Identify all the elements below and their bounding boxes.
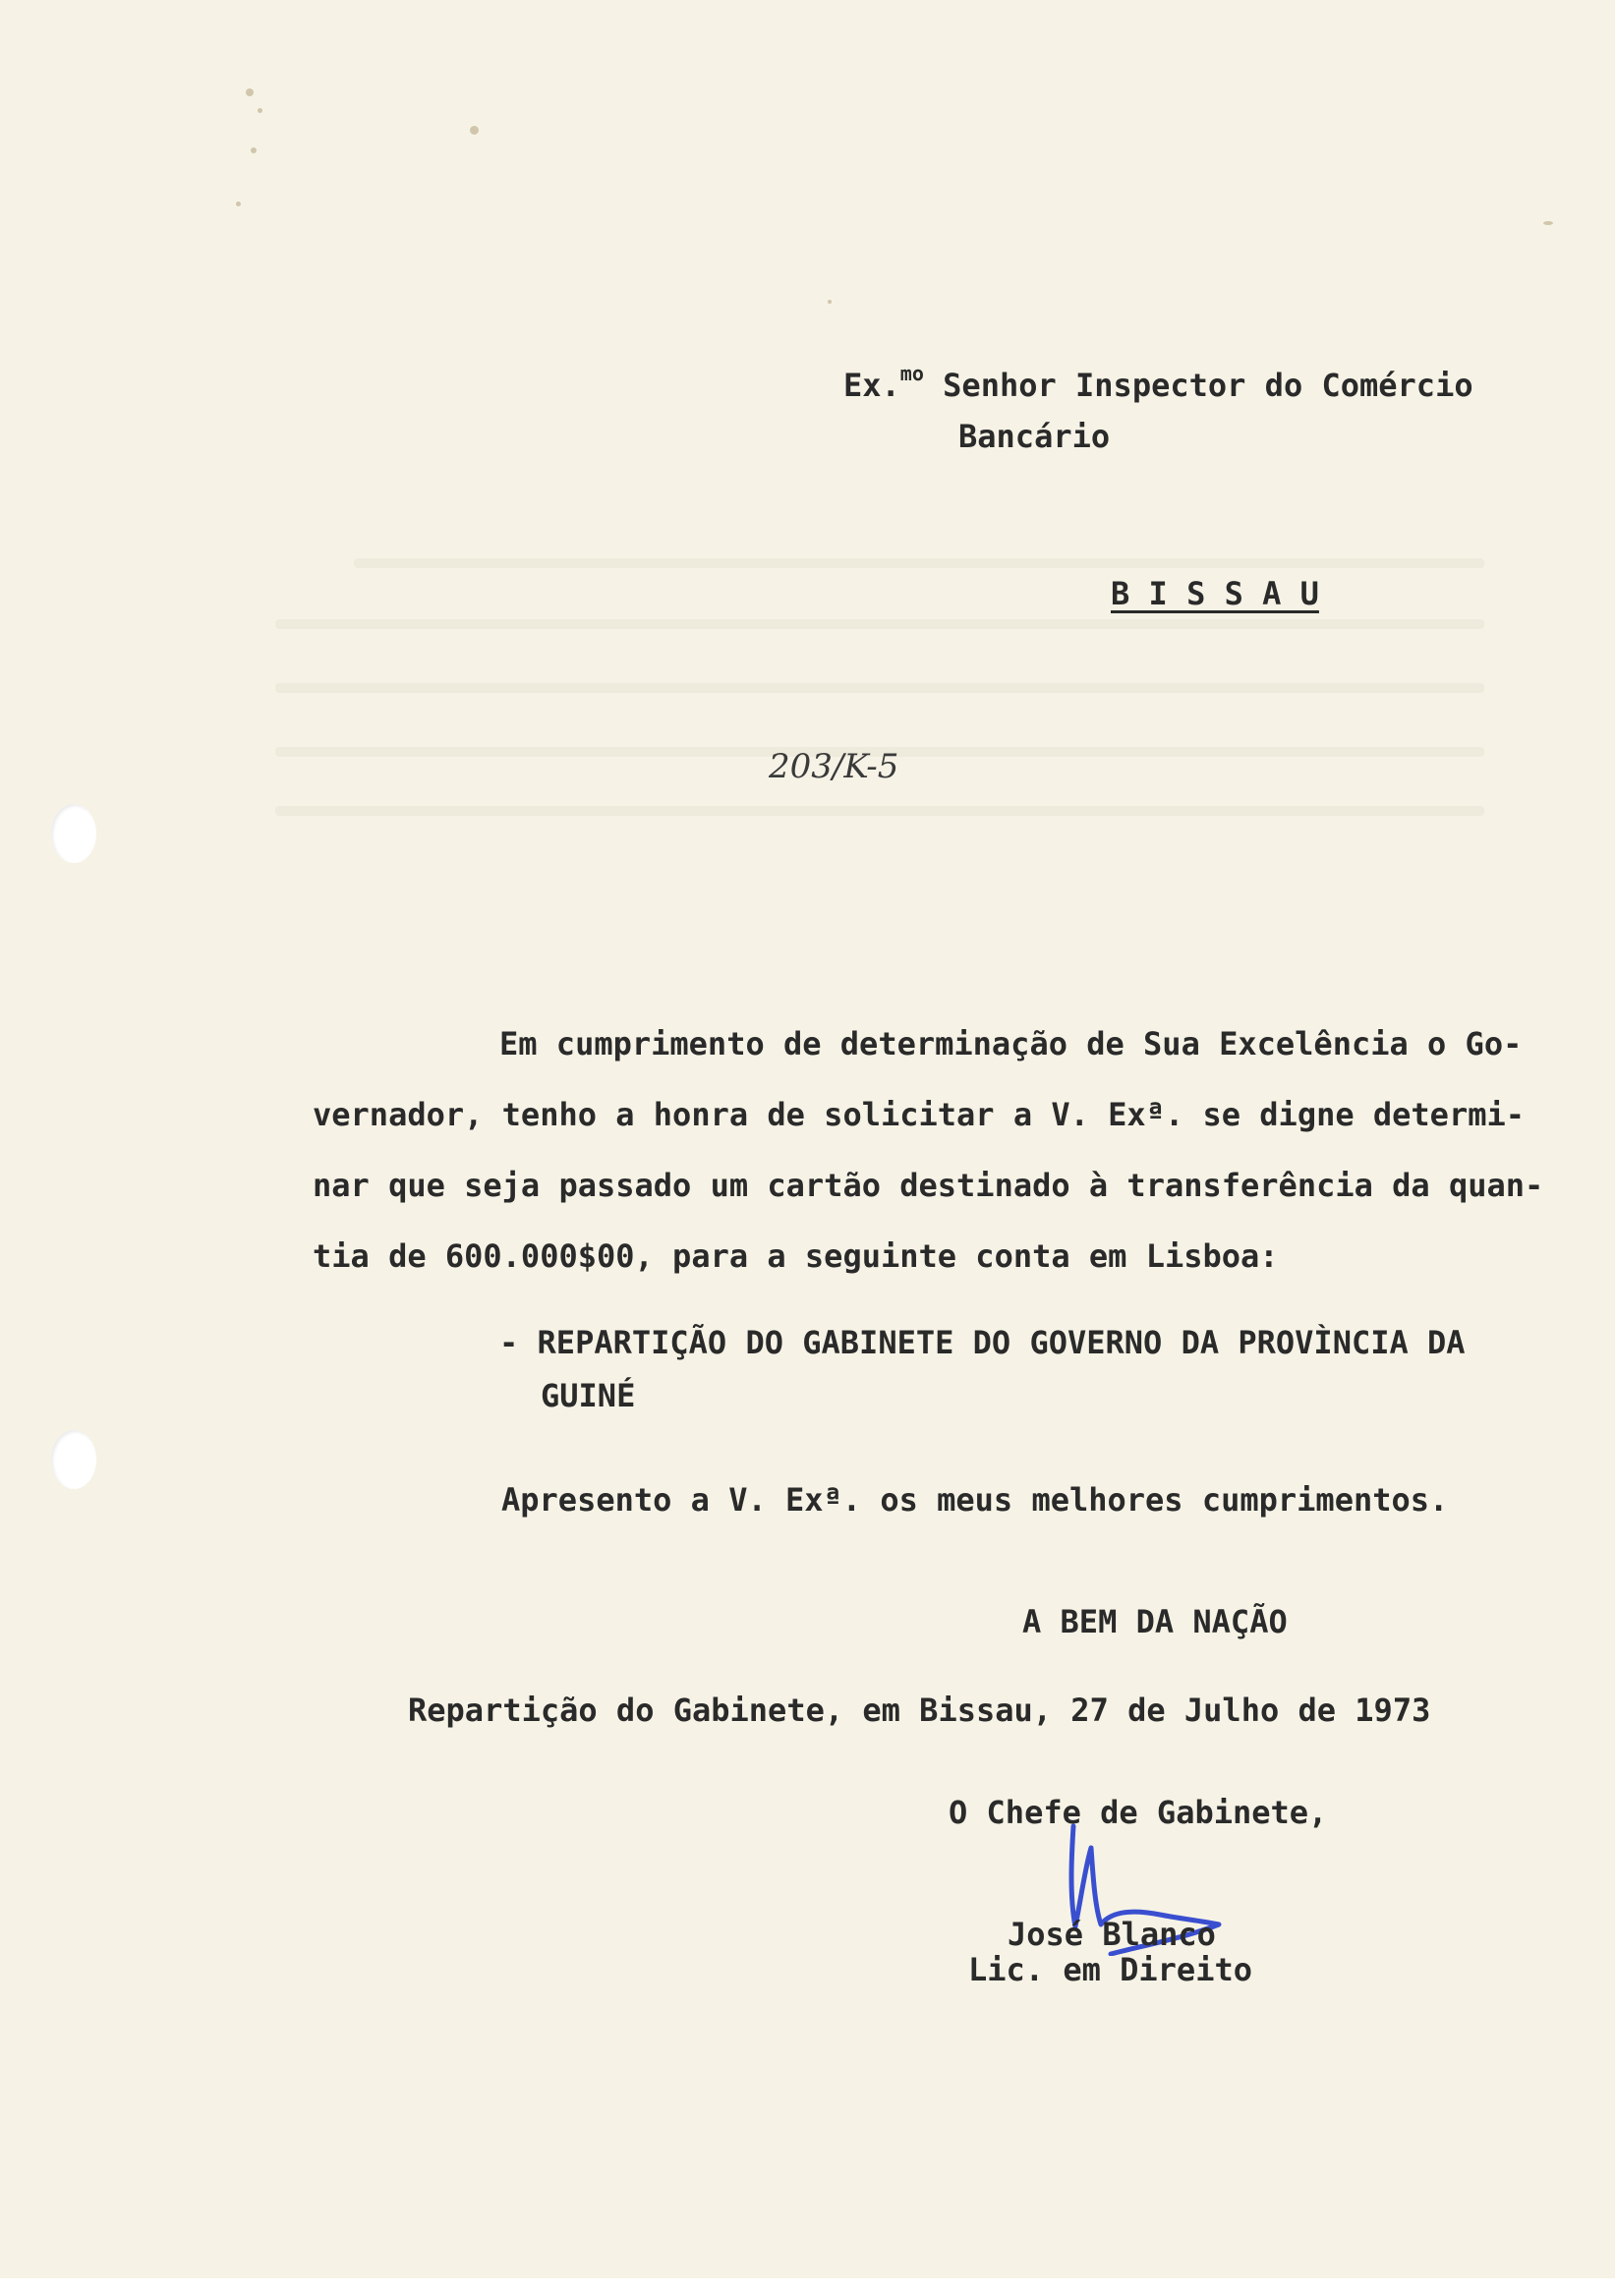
salutation-superscript: mo: [899, 362, 924, 385]
paper-speck: [258, 108, 262, 113]
bleed-through-line: [275, 683, 1484, 693]
recipient-city: B I S S A U: [1111, 575, 1319, 612]
paper-speck: [236, 201, 241, 206]
account-item-line: - REPARTIÇÃO DO GABINETE DO GOVERNO DA PROVÌNCIA DA: [499, 1324, 1466, 1361]
bleed-through-line: [275, 619, 1484, 629]
closing-sentence: Apresento a V. Exª. os meus melhores cumprimentos.: [501, 1481, 1449, 1519]
paper-speck: [251, 147, 257, 153]
motto: A BEM DA NAÇÃO: [1022, 1603, 1288, 1640]
account-item-line: GUINÉ: [541, 1377, 636, 1414]
body-paragraph-line: tia de 600.000$00, para a seguinte conta em Lisboa:: [313, 1237, 1279, 1275]
punch-hole-bottom: [51, 1430, 96, 1489]
paper-speck: [246, 88, 254, 96]
scan-bottom-edge: [0, 2278, 1615, 2296]
paper-speck: [828, 300, 832, 304]
body-paragraph-line: Em cumprimento de determinação de Sua Excelência o Go-: [499, 1025, 1523, 1062]
signatory-name: José Blanco: [1008, 1916, 1216, 1953]
salutation-abbrev: Ex.: [843, 367, 900, 404]
paper-speck: [470, 126, 479, 135]
punch-hole-top: [51, 804, 96, 863]
signatory-title: O Chefe de Gabinete,: [949, 1794, 1328, 1831]
body-paragraph-line: nar que seja passado um cartão destinado à transferência da quan-: [313, 1167, 1544, 1204]
recipient-line-2: Bancário: [958, 418, 1111, 455]
signatory-degree: Lic. em Direito: [968, 1951, 1252, 1988]
bleed-through-line: [354, 558, 1484, 568]
place-date: Repartição do Gabinete, em Bissau, 27 de Julho de 1973: [408, 1692, 1431, 1729]
recipient-title: Senhor Inspector do Comércio: [923, 367, 1473, 404]
recipient-line-1: [843, 362, 1473, 409]
body-paragraph-line: vernador, tenho a honra de solicitar a V. Exª. se digne determi-: [313, 1096, 1525, 1133]
bleed-through-line: [275, 806, 1484, 816]
reference-number: 203/K-5: [769, 747, 899, 786]
paper-speck: [1543, 221, 1553, 225]
